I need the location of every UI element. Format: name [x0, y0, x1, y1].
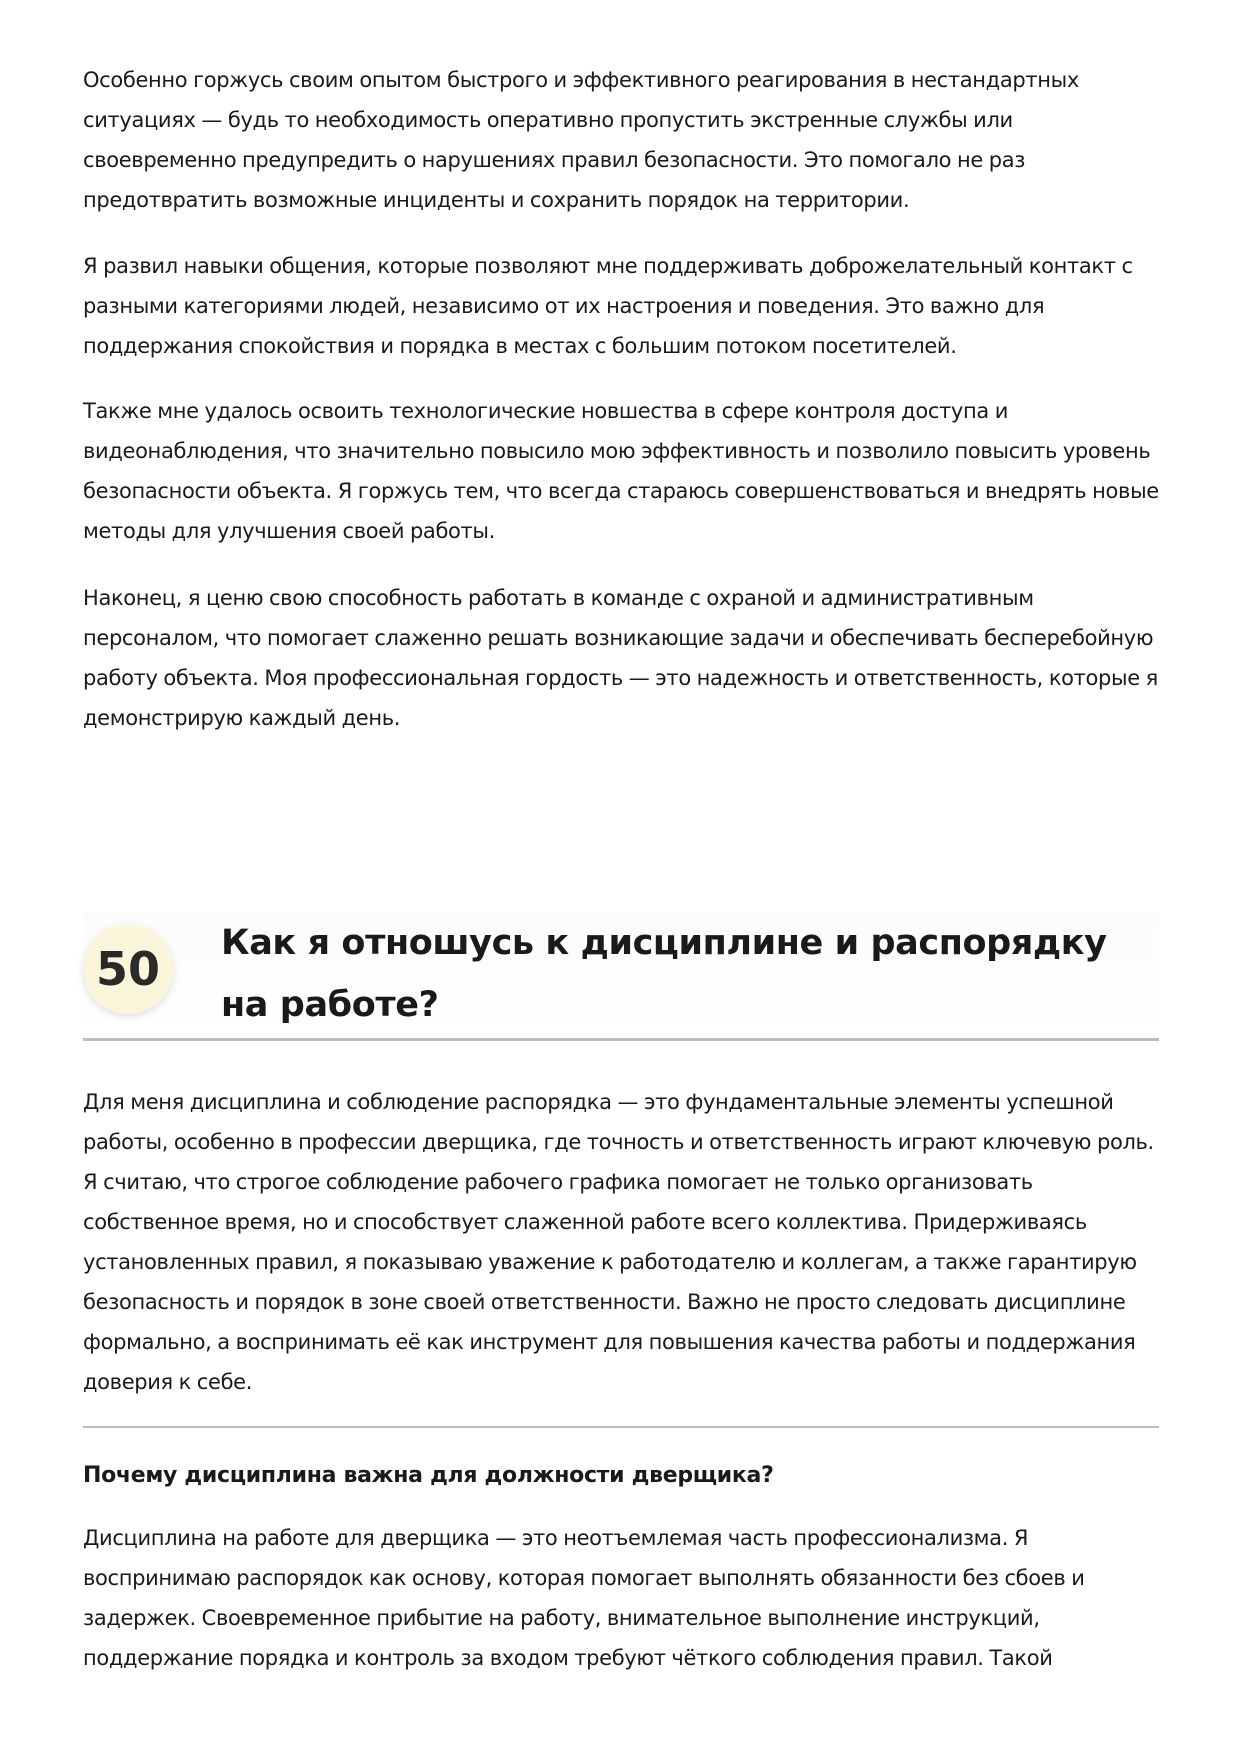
question-number-badge: 50 [83, 924, 173, 1014]
paragraph-experience: Особенно горжусь своим опытом быстрого и эффективного реагирования в нестандартных ситуациях — будь то необходимость оперативно пропустить экстренные службы или своевременно предупредить о нарушениях правил безопасности. Это помогало не раз предотвратить возможные инциденты и сохранить порядок на территории. [83, 68, 1079, 212]
subheading-answer: Дисциплина на работе для дверщика — это неотъемлемая часть профессионализма. Я воспринимаю распорядок как основу, которая помогает выполнять обязанности без сбоев и задержек. Своевременное прибытие на работу, внимательное выполнение инструкций, поддержание порядка и контроль за входом требуют чёткого соблюдения правил. Такой [83, 1526, 1085, 1670]
question-title: Как я отношусь к дисциплине и распорядку на работе? [221, 923, 1107, 1025]
paragraph-communication: Я развил навыки общения, которые позволяют мне поддерживать доброжелательный контакт с разными категориями людей, независимо от их настроения и поведения. Это важно для поддержания спокойствия и порядка в местах с большим потоком посетителей. [83, 254, 1133, 358]
subheading: Почему дисциплина важна для должности дверщика? [83, 1463, 774, 1488]
question-header [83, 912, 1159, 1041]
section-divider [83, 1426, 1159, 1428]
paragraph-teamwork: Наконец, я ценю свою способность работать в команде с охраной и административным персоналом, что помогает слаженно решать возникающие задачи и обеспечивать бесперебойную работу объекта. Моя профессиональная гордость — это надежность и ответственность, которые я демонстрирую каждый день. [83, 586, 1158, 730]
paragraph-technology: Также мне удалось освоить технологические новшества в сфере контроля доступа и видеонаблюдения, что значительно повысило мою эффективность и позволило повысить уровень безопасности объекта. Я горжусь тем, что всегда стараюсь совершенствоваться и внедрять новые методы для улучшения своей работы. [83, 399, 1159, 543]
question-answer: Для меня дисциплина и соблюдение распорядка — это фундаментальные элементы успешной работы, особенно в профессии дверщика, где точность и ответственность играют ключевую роль. Я считаю, что строгое соблюдение рабочего графика помогает не только организовать собственное время, но и способствует слаженной работе всего коллектива. Придерживаясь установленных правил, я показываю уважение к работодателю и коллегам, а также гарантирую безопасность и порядок в зоне своей ответственности. Важно не просто следовать дисциплине формально, а воспринимать её как инструмент для повышения качества работы и поддержания доверия к себе. [83, 1090, 1154, 1394]
